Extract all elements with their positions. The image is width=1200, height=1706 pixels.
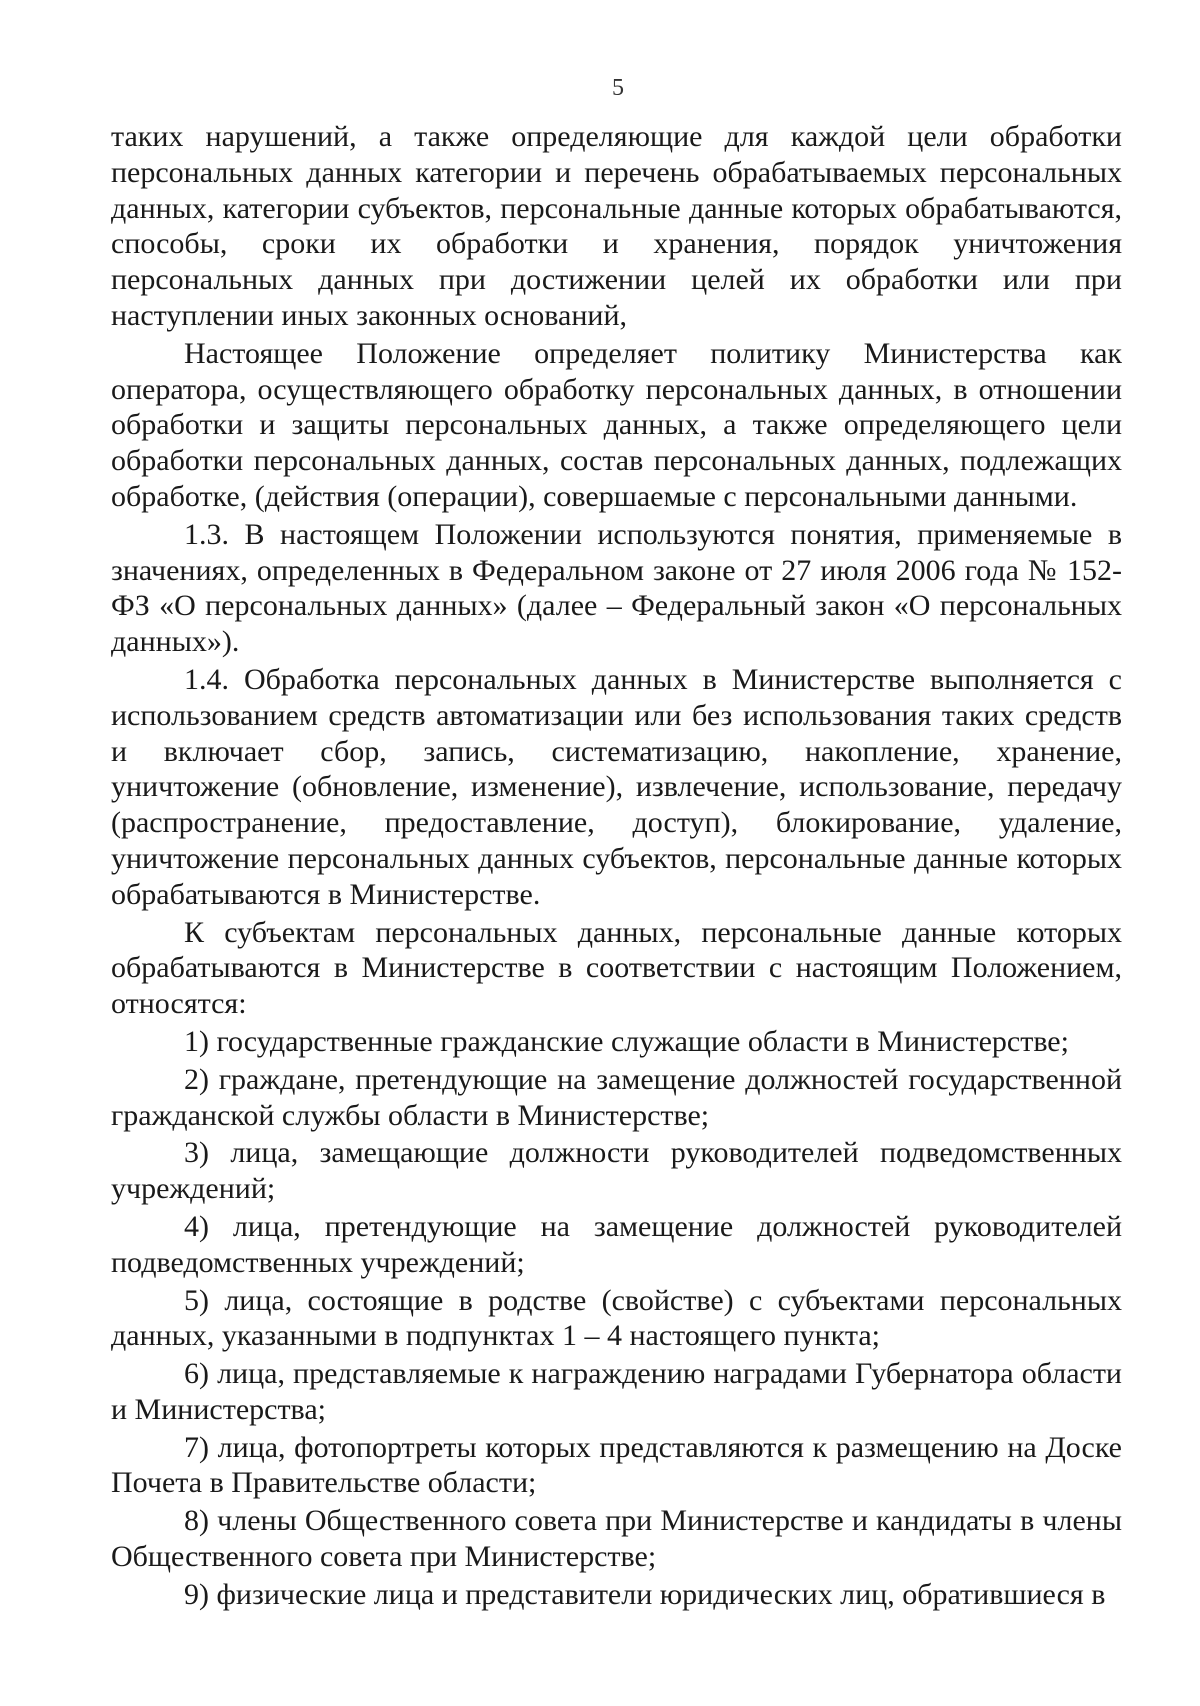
list-item-9: 9) физические лица и представители юридических лиц, обратившиеся в [184, 1577, 1106, 1611]
list-item-6: 6) лица, представляемые к награждению наградами Губернатора области и Министерства; [111, 1357, 1122, 1426]
list-item-1: 1) государственные гражданские служащие области в Министерстве; [184, 1024, 1069, 1058]
paragraph-policy: Настоящее Положение определяет политику Министерства как оператора, осуществляющего обработку персональных данных, в отношении обработки и защиты персональных данных, а также определяющего цели обработки персональных данных, состав персональных данных, подлежащих обработке, (действия (операции), совершаемые с персональными данными. [111, 336, 1122, 513]
document-body [111, 119, 1122, 1613]
list-item-5: 5) лица, состоящие в родстве (свойстве) с субъектами персональных данных, указанными в подпунктах 1 – 4 настоящего пункта; [111, 1283, 1122, 1353]
page-number: 5 [612, 75, 624, 101]
paragraph-1-4: 1.4. Обработка персональных данных в Министерстве выполняется с использованием средств автоматизации или без использования таких средств и включает сбор, запись, систематизацию, накопление, хранение, уничтожение (обновление, изменение), извлечение, использование, передачу (распространение, предоставление, доступ), блокирование, удаление, уничтожение персональных данных субъектов, персональные данные которых обрабатываются в Министерстве. [111, 662, 1122, 911]
paragraph-subjects-intro: К субъектам персональных данных, персональные данные которых обрабатываются в Министерстве в соответствии с настоящим Положением, относятся: [111, 915, 1122, 1021]
list-item-4: 4) лица, претендующие на замещение должностей руководителей подведомственных учреждений; [111, 1209, 1122, 1279]
list-item-8: 8) члены Общественного совета при Министерстве и кандидаты в члены Общественного совета при Министерстве; [111, 1504, 1122, 1574]
paragraph-1-3: 1.3. В настоящем Положении используются понятия, применяемые в значениях, определенных в Федеральном законе от 27 июля 2006 года № 152-ФЗ «О персональных данных» (далее – Федеральный закон «О персональных данных»). [111, 517, 1122, 659]
list-item-2: 2) граждане, претендующие на замещение должностей государственной гражданской службы области в Министерстве; [111, 1062, 1122, 1132]
list-item-3: 3) лица, замещающие должности руководителей подведомственных учреждений; [111, 1136, 1122, 1206]
list-item-7: 7) лица, фотопортреты которых представляются к размещению на Доске Почета в Правительстве области; [111, 1430, 1122, 1500]
paragraph-continuation: таких нарушений, а также определяющие для каждой цели обработки персональных данных категории и перечень обрабатываемых персональных данных, категории субъектов, персональные данные которых обрабатываются, способы, сроки их обработки и хранения, порядок уничтожения персональных данных при достижении целей их обработки или при наступлении иных законных оснований, [111, 120, 1122, 332]
